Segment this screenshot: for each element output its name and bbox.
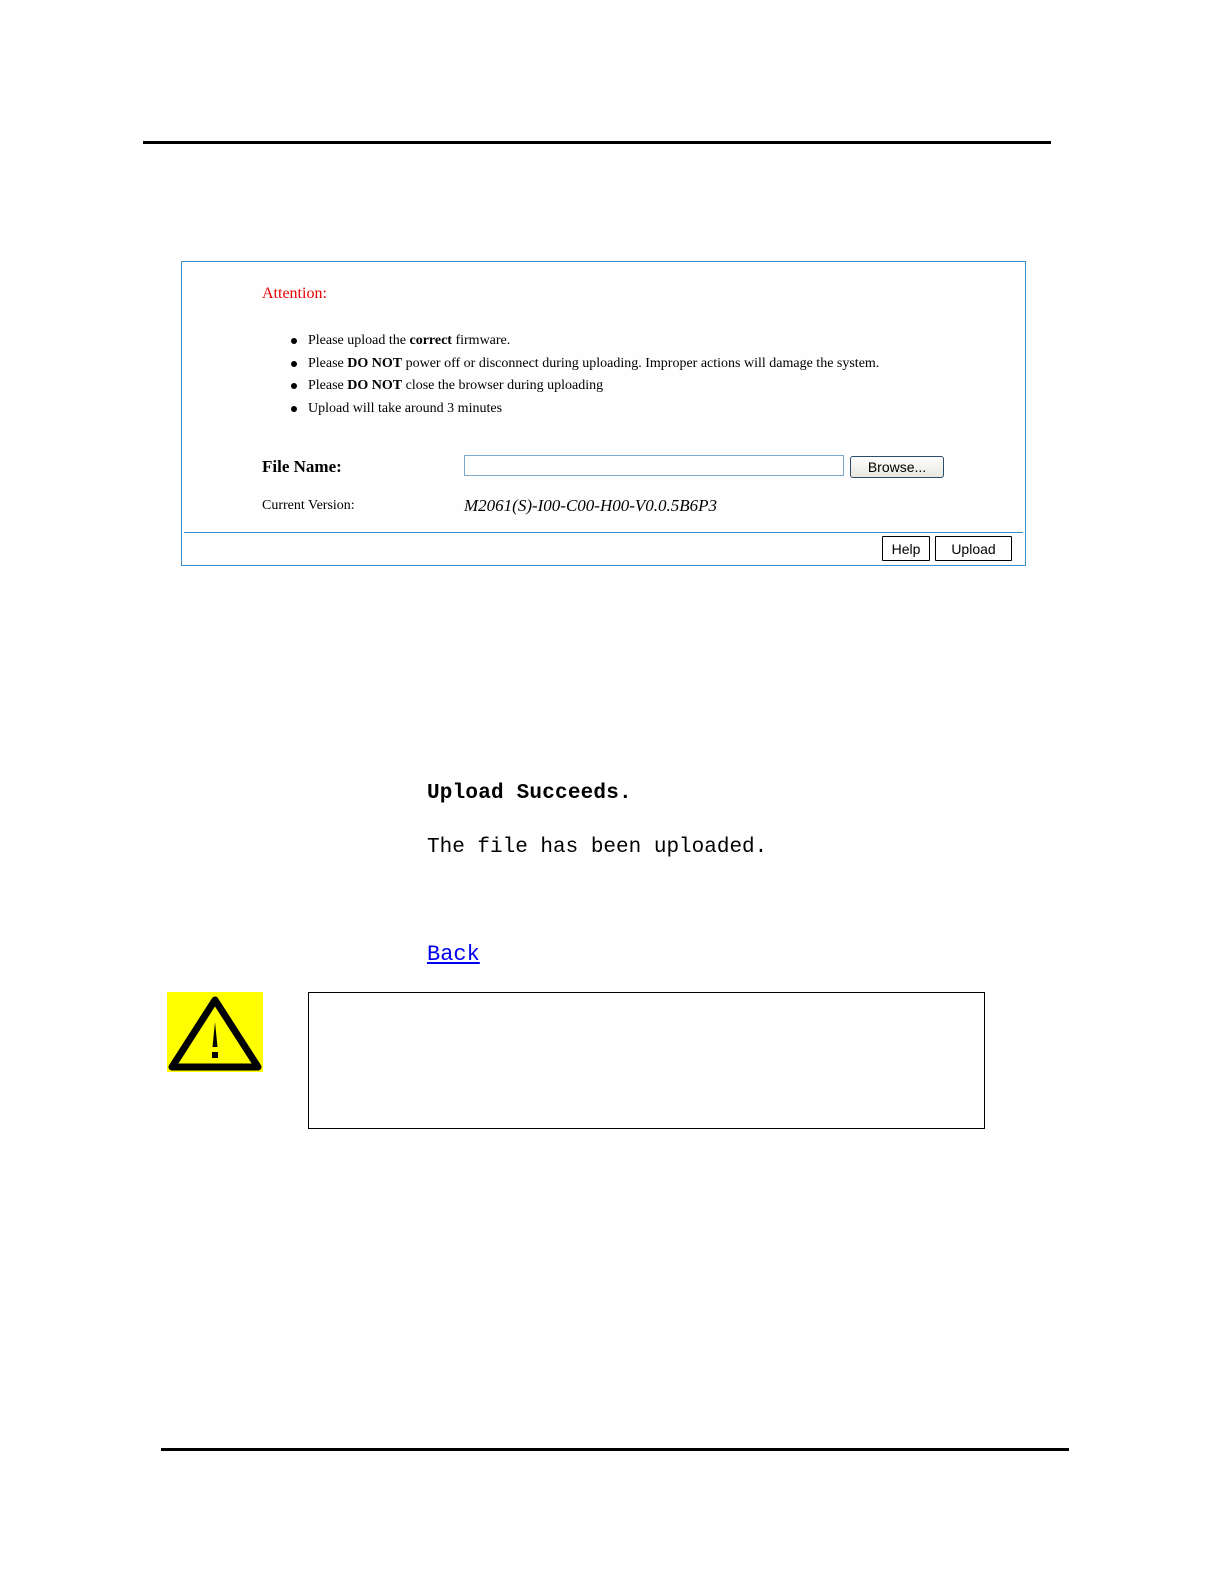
attention-item-text: Please upload the xyxy=(308,333,410,348)
attention-item xyxy=(290,398,879,421)
current-version-label: Current Version: xyxy=(262,498,355,513)
attention-item-text: power off or disconnect during uploading. Improper actions will damage the system. xyxy=(402,355,880,371)
attention-item-emphasis: DO NOT xyxy=(347,378,403,393)
upload-success-message: The file has been uploaded. xyxy=(427,836,768,859)
upload-button[interactable]: Upload xyxy=(935,536,1012,561)
attention-item-emphasis: DO NOT xyxy=(347,355,403,371)
attention-item xyxy=(290,375,879,398)
top-rule xyxy=(143,141,1051,144)
attention-list xyxy=(290,330,879,420)
file-name-input[interactable] xyxy=(464,455,844,476)
current-version-value: M2061(S)-I00-C00-H00-V0.0.5B6P3 xyxy=(464,496,718,515)
upload-success-title: Upload Succeeds. xyxy=(427,782,632,805)
attention-item-text: Please xyxy=(308,378,348,393)
back-link[interactable]: Back xyxy=(427,942,480,967)
attention-item xyxy=(290,330,879,353)
attention-item-text: close the browser during uploading xyxy=(402,378,604,393)
attention-item-text: Upload will take around 3 minutes xyxy=(308,400,503,416)
help-button[interactable]: Help xyxy=(882,536,930,561)
warning-triangle-icon-svg xyxy=(167,992,263,1072)
attention-item-emphasis: correct xyxy=(409,333,452,348)
attention-item-text: Please xyxy=(308,355,348,371)
warning-triangle-icon xyxy=(167,992,263,1072)
attention-item xyxy=(290,353,879,376)
attention-item-text: firmware. xyxy=(451,333,511,348)
attention-label: Attention: xyxy=(262,285,327,302)
panel-divider xyxy=(184,532,1023,533)
file-name-label: File Name: xyxy=(262,457,342,476)
browse-button[interactable]: Browse... xyxy=(850,456,944,478)
bottom-rule xyxy=(161,1448,1069,1451)
warning-note-box xyxy=(308,992,985,1129)
firmware-upload-panel xyxy=(181,261,1026,566)
